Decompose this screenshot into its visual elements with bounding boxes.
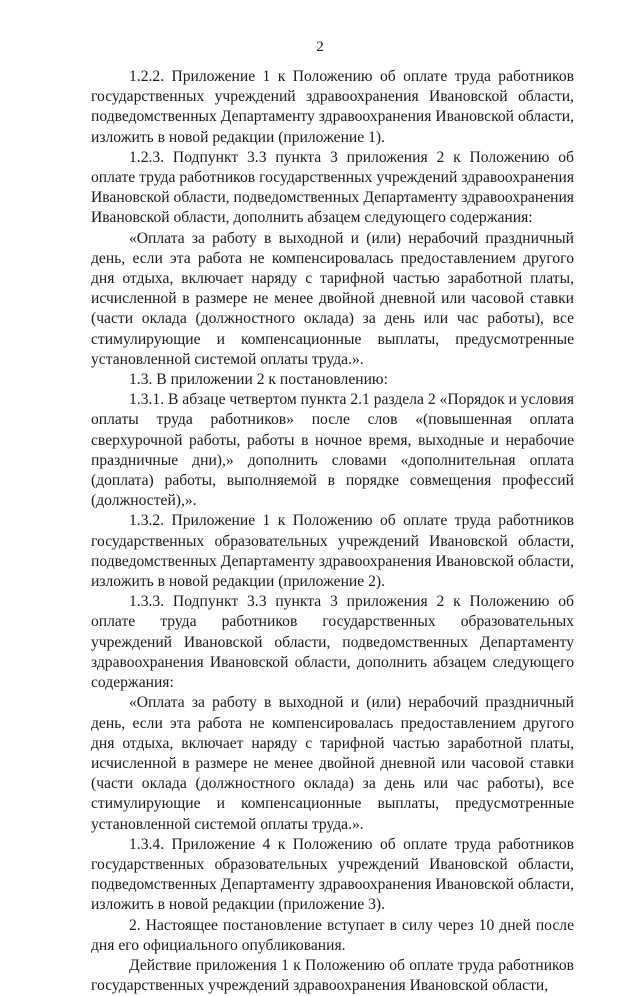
- paragraph-1-3: 1.3. В приложении 2 к постановлению:: [129, 371, 388, 389]
- document-body: [91, 67, 574, 996]
- paragraph-1-2-3: 1.2.3. Подпункт 3.3 пункта 3 приложения 2 к Положению об оплате труда работников государственных учреждений здравоохранения Ивановской области, подведомственных Департаменту здравоохранения Ивановской области, дополнить абзацем следующего содержания:: [91, 148, 574, 227]
- paragraph-2: 2. Настоящее постановление вступает в силу через 10 дней после дня его официального опубликования.: [91, 916, 574, 954]
- paragraph-1-3-2: 1.3.2. Приложение 1 к Положению об оплате труда работников государственных образовательных учреждений Ивановской области, подведомственных Департаменту здравоохранения Ивановской области, изложить в новой редакции (приложение 2).: [91, 512, 574, 591]
- paragraph-quote-2: «Оплата за работу в выходной и (или) нерабочий праздничный день, если эта работа не компенсировалась предоставлением другого дня отдыха, включает наряду с тарифной частью заработной платы, исчисленной в размере не менее двойной дневной или часовой ставки (части оклада (должностного оклада) за день или час работы), все стимулирующие и компенсационные выплаты, предусмотренные установленной системой оплаты труда.».: [91, 694, 574, 833]
- paragraph-1-3-3: 1.3.3. Подпункт 3.3 пункта 3 приложения 2 к Положению об оплате труда работников государственных образовательных учреждений Ивановской области, подведомственных Департаменту здравоохранения Ивановской области, дополнить абзацем следующего содержания:: [91, 593, 574, 692]
- paragraph-effect: Действие приложения 1 к Положению об оплате труда работников государственных учреждений здравоохранения Ивановской области,: [91, 956, 574, 995]
- paragraph-quote-1: «Оплата за работу в выходной и (или) нерабочий праздничный день, если эта работа не компенсировалась предоставлением другого дня отдыха, включает наряду с тарифной частью заработной платы, исчисленной в размере не менее двойной дневной или часовой ставки (части оклада (должностного оклада) за день или час работы), все стимулирующие и компенсационные выплаты, предусмотренные установленной системой оплаты труда.».: [91, 229, 574, 368]
- paragraph-1-3-1: 1.3.1. В абзаце четвертом пункта 2.1 раздела 2 «Порядок и условия оплаты труда работников» после слов «(повышенная оплата сверхурочной работы, работы в ночное время, выходные и нерабочие праздничные дни),» дополнить словами «дополнительная оплата (доплата) работы, выполняемой в порядке совмещения профессий (должностей),».: [91, 391, 574, 510]
- page-number: 2: [316, 39, 324, 55]
- paragraph-1-3-4: 1.3.4. Приложение 4 к Положению об оплате труда работников государственных образовательных учреждений Ивановской области, подведомственных Департаменту здравоохранения Ивановской области, изложить в новой редакции (приложение 3).: [91, 835, 574, 914]
- paragraph-1-2-2: 1.2.2. Приложение 1 к Положению об оплате труда работников государственных учреждений здравоохранения Ивановской области, подведомственных Департаменту здравоохранения Ивановской области, изложить в новой редакции (приложение 1).: [91, 68, 574, 146]
